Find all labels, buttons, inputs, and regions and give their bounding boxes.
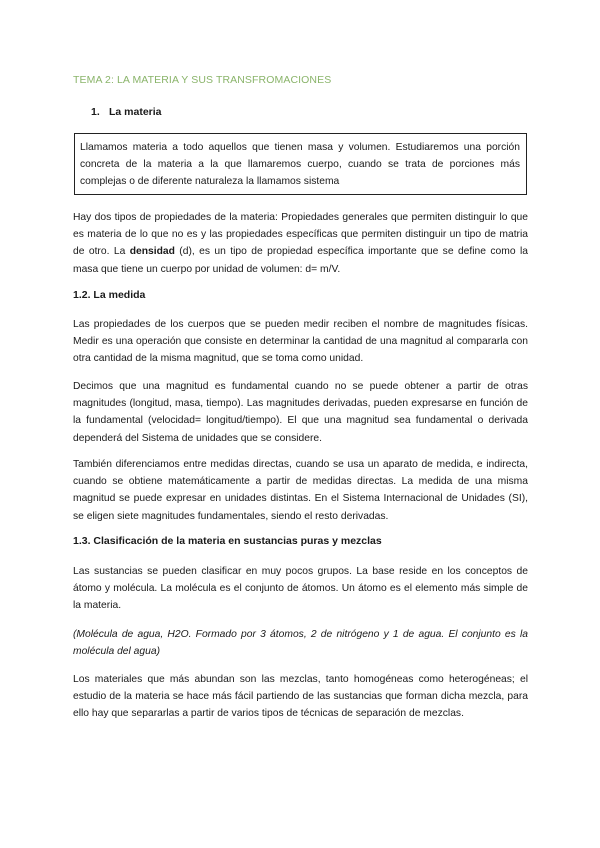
paragraph-molecula-agua: (Molécula de agua, H2O. Formado por 3 átomos, 2 de nitrógeno y 1 de agua. El conjunto es la molécula del agua) — [73, 629, 528, 658]
definition-box: Llamamos materia a todo aquellos que tienen masa y volumen. Estudiaremos una porción concreta de la materia a la que llamaremos cuerpo, cuando se trata de porciones más complejas o de diferente naturaleza la llamamos sistema — [74, 133, 527, 195]
paragraph-propiedades-end: (d), es un tipo de propiedad específica importante que se define como la masa que tiene un cuerpo por unidad de volumen: d= m/V. — [73, 246, 528, 275]
paragraph-clasificacion-2: Los materiales que más abundan son las mezclas, tanto homogéneas como heterogéneas; el estudio de la materia se hace más fácil partiendo de las sustancias que forman dicha mezcla, para ello hay que separarlas a partir de varios tipos de técnicas de separación de mezclas. — [73, 674, 528, 720]
densidad-term: densidad — [129, 246, 175, 258]
document-title: TEMA 2: LA MATERIA Y SUS TRANSFROMACIONES — [73, 74, 332, 86]
section-number: 1. — [91, 106, 100, 118]
section-heading-clasificacion: 1.3. Clasificación de la materia en sustancias puras y mezclas — [73, 535, 382, 547]
paragraph-medida-2: Decimos que una magnitud es fundamental cuando no se puede obtener a partir de otras magnitudes (longitud, masa, tiempo). Las magnitudes derivadas, pueden expresarse en función de la fundamental (velocidad= longitud/tiempo). El que una magnitud sea fundamental o derivada dependerá del Sistema de unidades que se considere. — [73, 381, 528, 444]
section-heading-la-materia — [91, 106, 162, 118]
paragraph-propiedades — [73, 209, 528, 278]
paragraph-clasificacion-1: Las sustancias se pueden clasificar en muy pocos grupos. La base reside en los conceptos de átomo y molécula. La molécula es el conjunto de átomos. Un átomo es el elemento más simple de la materia. — [73, 566, 528, 612]
paragraph-medida-3: También diferenciamos entre medidas directas, cuando se usa un aparato de medida, e indirecta, cuando se obtiene matemáticamente a partir de medidas directas. La medida de una misma magnitud se puede expresar en unidades distintas. En el Sistema Internacional de Unidades (SI), se eligen siete magnitudes fundamentales, siendo el resto derivadas. — [73, 459, 528, 522]
section-heading-text: La materia — [109, 106, 162, 118]
section-heading-la-medida: 1.2. La medida — [73, 289, 146, 301]
paragraph-medida-1: Las propiedades de los cuerpos que se pueden medir reciben el nombre de magnitudes físicas. Medir es una operación que consiste en determinar la cantidad de una magnitud al compararla con otra cantidad de la misma magnitud, que se toma como unidad. — [73, 319, 528, 365]
paragraph-propiedades-start: Hay dos tipos de propiedades de la materia: Propiedades generales que permiten distinguir lo que es materia de lo que no es y las propiedades específicas que permiten distinguir un tipo de matria de otro. La — [73, 212, 528, 258]
